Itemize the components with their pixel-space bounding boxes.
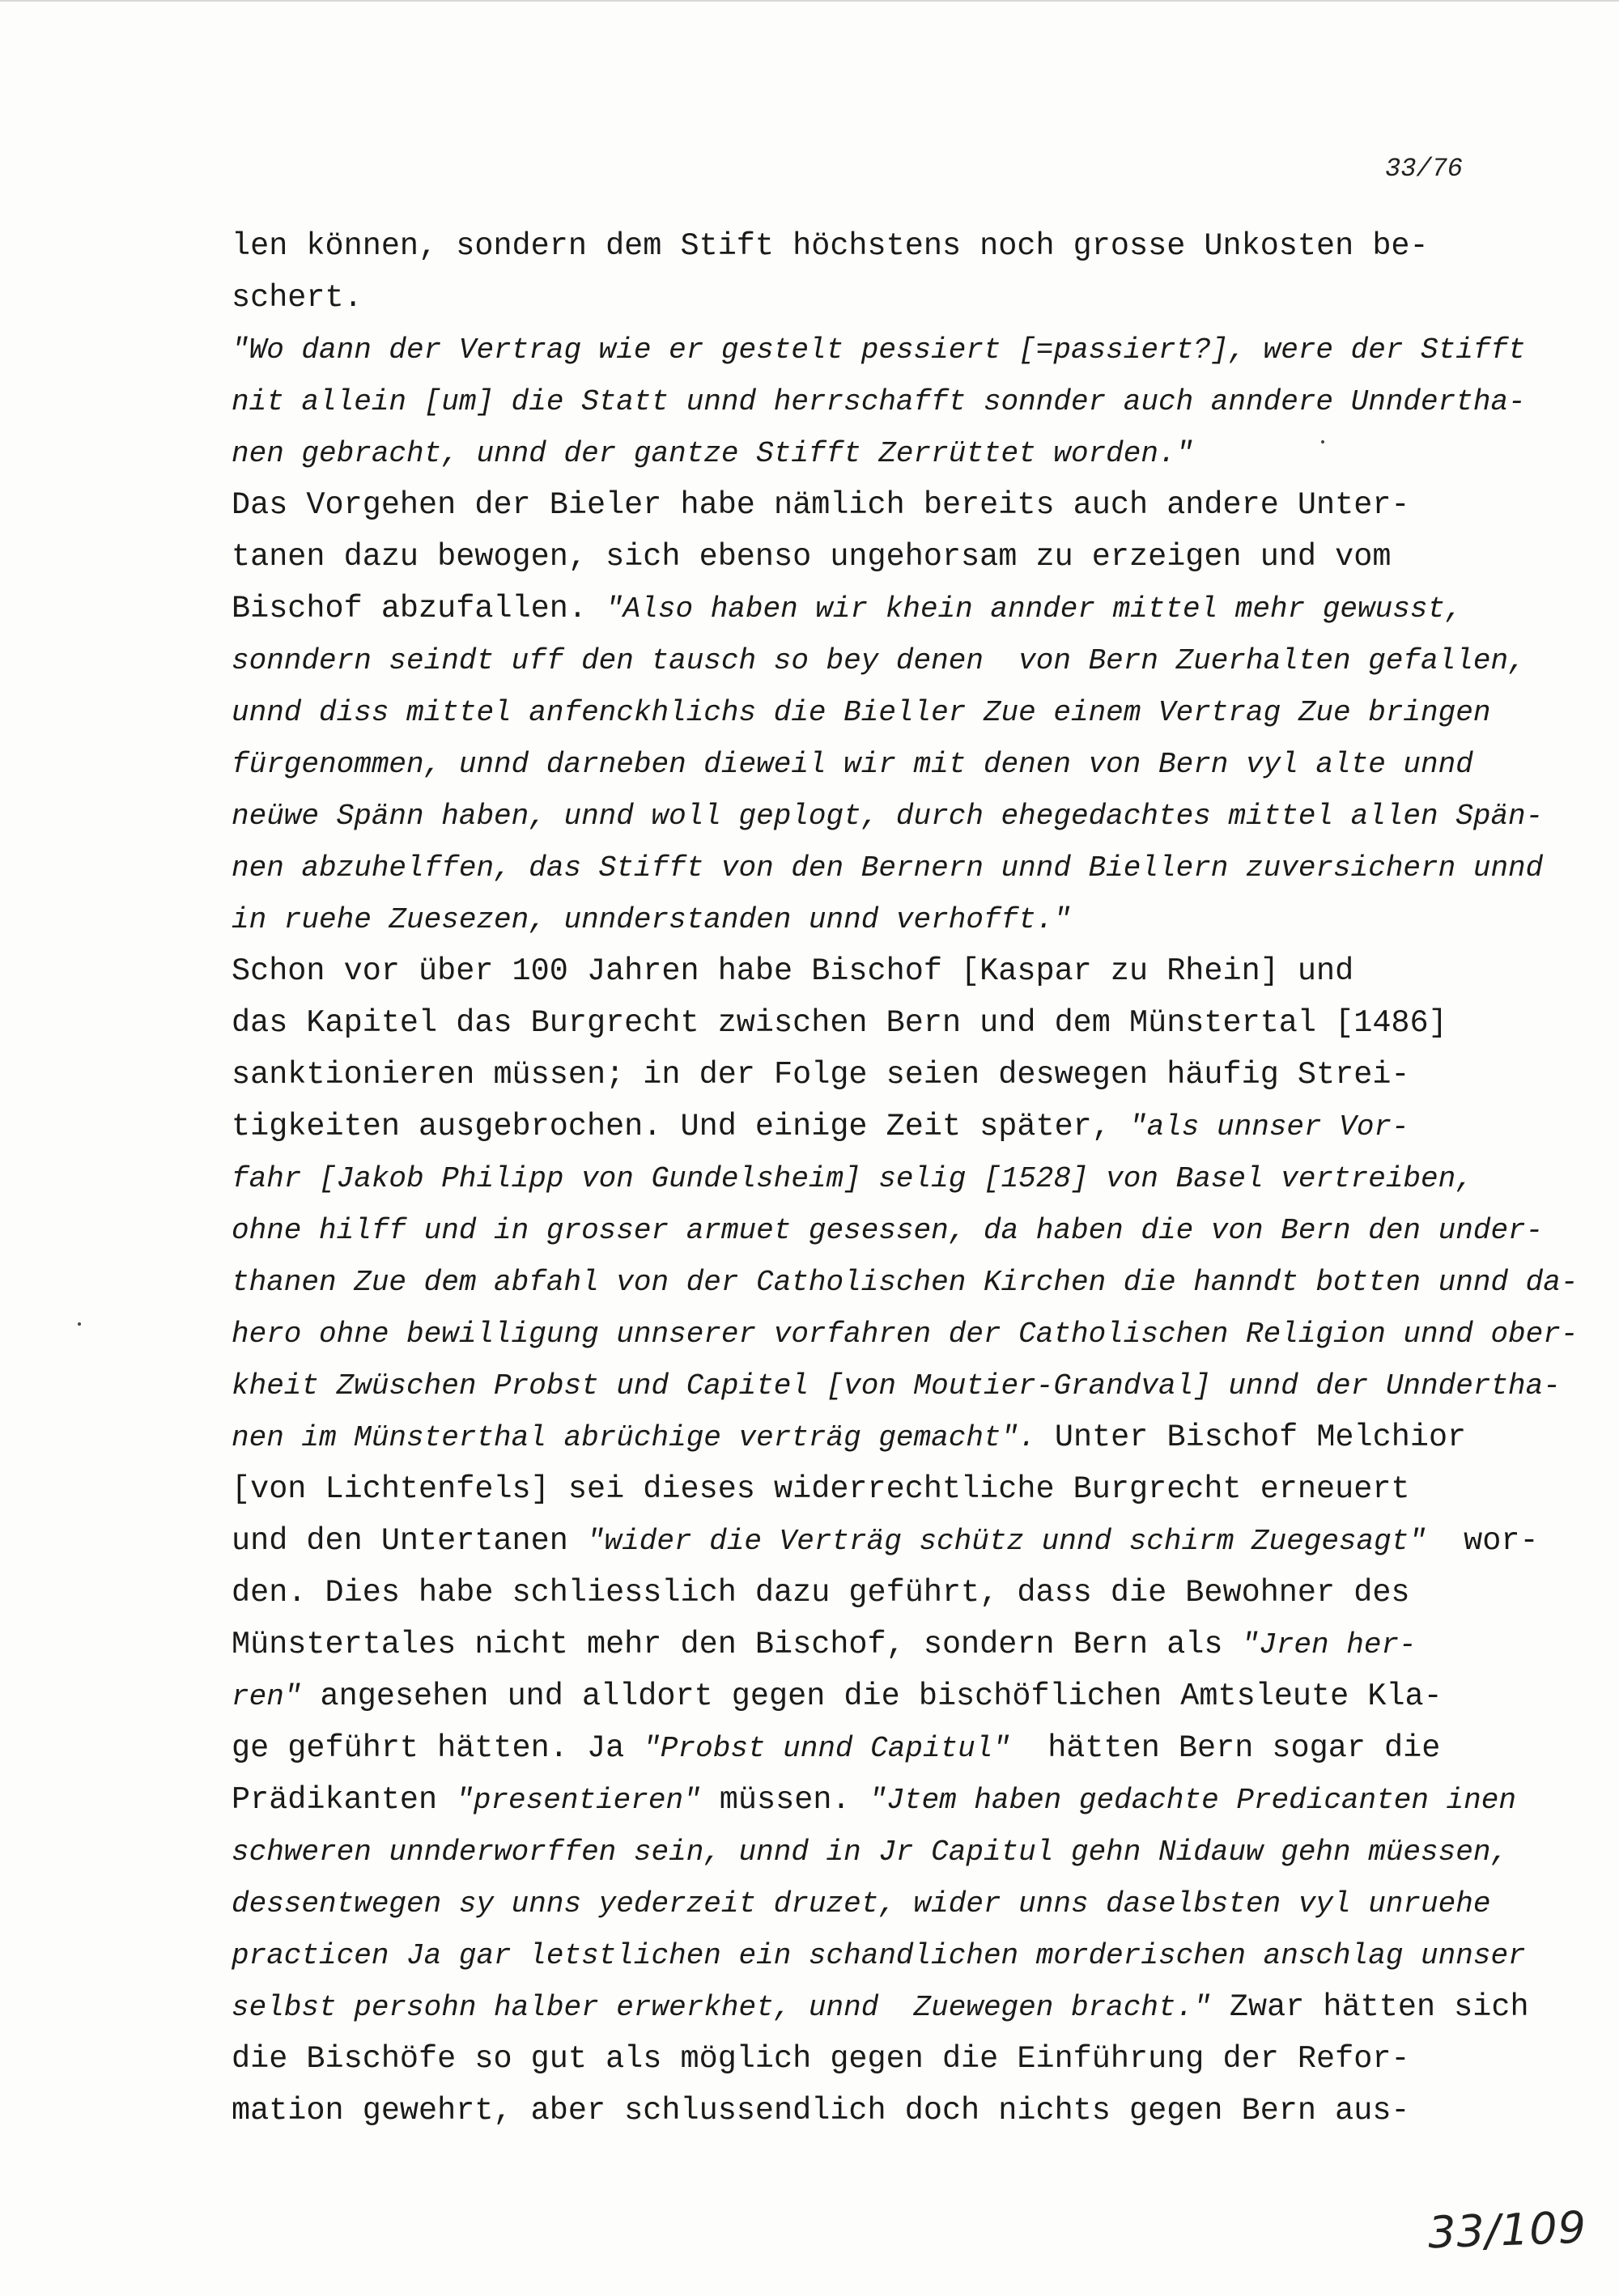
text-line [232,790,1544,842]
text-line [232,1567,1494,1619]
text-line [232,1152,1494,1204]
text-line [232,1774,1516,1826]
text-line [232,1670,1494,1722]
text-line [232,1101,1494,1152]
quote-segment: unnd diss mittel anfenckhlichs die Bieller Zue einem Vertrag Zue bringen [232,696,1491,729]
quote-segment: sonndern seindt uff den tausch so bey denen von Bern Zuerhalten gefallen, [232,644,1526,677]
quote-segment: nit allein [um] die Statt unnd herrschafft sonnder auch anndere Unndertha- [232,385,1526,418]
text-line [232,1411,1494,1463]
text-segment: den. Dies habe schliesslich dazu geführt, dass die Bewohner des [232,1575,1410,1611]
quote-segment: hero ohne bewilligung unnserer vorfahren der Catholischen Religion unnd ober- [232,1318,1579,1351]
quote-segment: ren" [232,1680,302,1713]
text-segment: Zwar hätten sich [1210,1989,1529,2025]
text-line [232,531,1494,583]
text-segment: [von Lichtenfels] sei dieses widerrechtliche Burgrecht erneuert [232,1471,1410,1507]
quote-segment: nen im Münsterthal abrüchige verträg gemacht". [232,1421,1036,1454]
text-line [232,842,1544,893]
text-line [232,1619,1494,1670]
text-line [232,2033,1494,2085]
quote-segment: neüwe Spänn haben, unnd woll geplogt, durch ehegedachtes mittel allen Spän- [232,800,1544,833]
text-segment: schert. [232,280,363,316]
quote-segment: schweren unnderworffen sein, unnd in Jr Capitul gehn Nidauw gehn müessen, [232,1836,1509,1869]
text-line [232,220,1494,272]
text-line [232,1360,1561,1411]
quote-segment: fahr [Jakob Philipp von Gundelsheim] selig [1528] von Basel vertreiben, [232,1162,1473,1195]
quote-segment: practicen Ja gar letstlichen ein schandlichen morderischen anschlag unnser [232,1939,1526,1972]
text-segment: angesehen und alldort gegen die bischöflichen Amtsleute Kla- [301,1678,1443,1714]
text-segment: len können, sondern dem Stift höchstens noch grosse Unkosten be- [232,228,1429,264]
text-line [232,997,1494,1049]
quote-segment: "als unnser Vor- [1128,1110,1409,1144]
text-line [232,1826,1509,1878]
quote-segment: selbst persohn halber erwerkhet, unnd Zuewegen bracht." [232,1991,1211,2024]
text-line [232,376,1526,427]
page-number-handwritten: 33/109 [1426,2201,1588,2259]
text-line [232,272,1494,324]
text-line [232,1463,1494,1515]
text-line [232,634,1526,686]
text-line [232,686,1494,738]
text-segment: hätten Bern sogar die [1009,1730,1441,1766]
text-line [232,738,1494,790]
text-segment: mation gewehrt, aber schlussendlich doch nichts gegen Bern aus- [232,2093,1410,2128]
quote-segment: "Jren her- [1241,1628,1417,1662]
text-segment: Prädikanten [232,1782,457,1818]
quote-segment: "wider die Verträg schütz unnd schirm Zuegesagt" [586,1525,1426,1558]
text-line [232,1929,1526,1981]
text-segment: müssen. [700,1782,869,1818]
text-segment: Bischof abzufallen. [232,591,606,626]
text-segment: sanktionieren müssen; in der Folge seien deswegen häufig Strei- [232,1057,1410,1093]
quote-segment: "Wo dann der Vertrag wie er gestelt pessiert [=passiert?], were der Stifft [232,333,1526,367]
page-number-typed: 33/76 [1384,154,1463,184]
text-line [232,1878,1494,1929]
text-line [232,324,1526,376]
quote-segment: "Probst unnd Capitul" [643,1732,1010,1765]
text-segment: Münstertales nicht mehr den Bischof, sondern Bern als [232,1627,1242,1662]
text-segment: und den Untertanen [232,1523,587,1559]
quote-segment: nen abzuhelffen, das Stifft von den Bernern unnd Biellern zuversichern unnd [232,851,1544,885]
text-segment: ge geführt hätten. Ja [232,1730,644,1766]
text-line [232,1981,1529,2033]
quote-segment: "presentieren" [456,1784,701,1817]
text-line [232,1515,1539,1567]
quote-segment: in ruehe Zuesezen, unnderstanden unnd verhofft." [232,903,1071,936]
text-segment: die Bischöfe so gut als möglich gegen die Einführung der Refor- [232,2041,1410,2077]
text-line [232,1308,1579,1360]
text-segment: wor- [1426,1523,1539,1559]
text-line [232,1049,1494,1101]
text-line [232,1256,1579,1308]
quote-segment: nen gebracht, unnd der gantze Stifft Zerrüttet worden." [232,437,1194,470]
text-line [232,427,1494,479]
text-line [232,479,1494,531]
quote-segment: "Jtem haben gedachte Predicanten inen [869,1784,1516,1817]
scan-speck [1321,440,1324,443]
text-segment: Unter Bischof Melchior [1035,1420,1467,1455]
text-line [232,583,1494,634]
quote-segment: fürgenommen, unnd darneben dieweil wir mit denen von Bern vyl alte unnd [232,748,1473,781]
text-line [232,893,1494,945]
quote-segment: ohne hilff und in grosser armuet gesessen, da haben die von Bern den under- [232,1214,1544,1247]
quote-segment: "Also haben wir khein annder mittel mehr gewusst, [606,592,1463,626]
text-line [232,2085,1494,2137]
text-segment: das Kapitel das Burgrecht zwischen Bern und dem Münstertal [1486] [232,1005,1447,1041]
text-segment: Schon vor über 100 Jahren habe Bischof [Kaspar zu Rhein] und [232,953,1354,989]
quote-segment: dessentwegen sy unns yederzeit druzet, wider unns daselbsten vyl unruehe [232,1887,1491,1920]
text-segment: tanen dazu bewogen, sich ebenso ungehorsam zu erzeigen und vom [232,539,1392,575]
text-segment: Das Vorgehen der Bieler habe nämlich bereits auch andere Unter- [232,487,1410,523]
quote-segment: kheit Zwüschen Probst und Capitel [von Moutier-Grandval] unnd der Unndertha- [232,1369,1561,1403]
text-segment: tigkeiten ausgebrochen. Und einige Zeit später, [232,1109,1129,1144]
body-text [232,220,1579,2137]
scan-speck [78,1322,81,1326]
text-line [232,1722,1494,1774]
text-line [232,945,1494,997]
text-line [232,1204,1544,1256]
quote-segment: thanen Zue dem abfahl von der Catholischen Kirchen die hanndt botten unnd da- [232,1266,1579,1299]
